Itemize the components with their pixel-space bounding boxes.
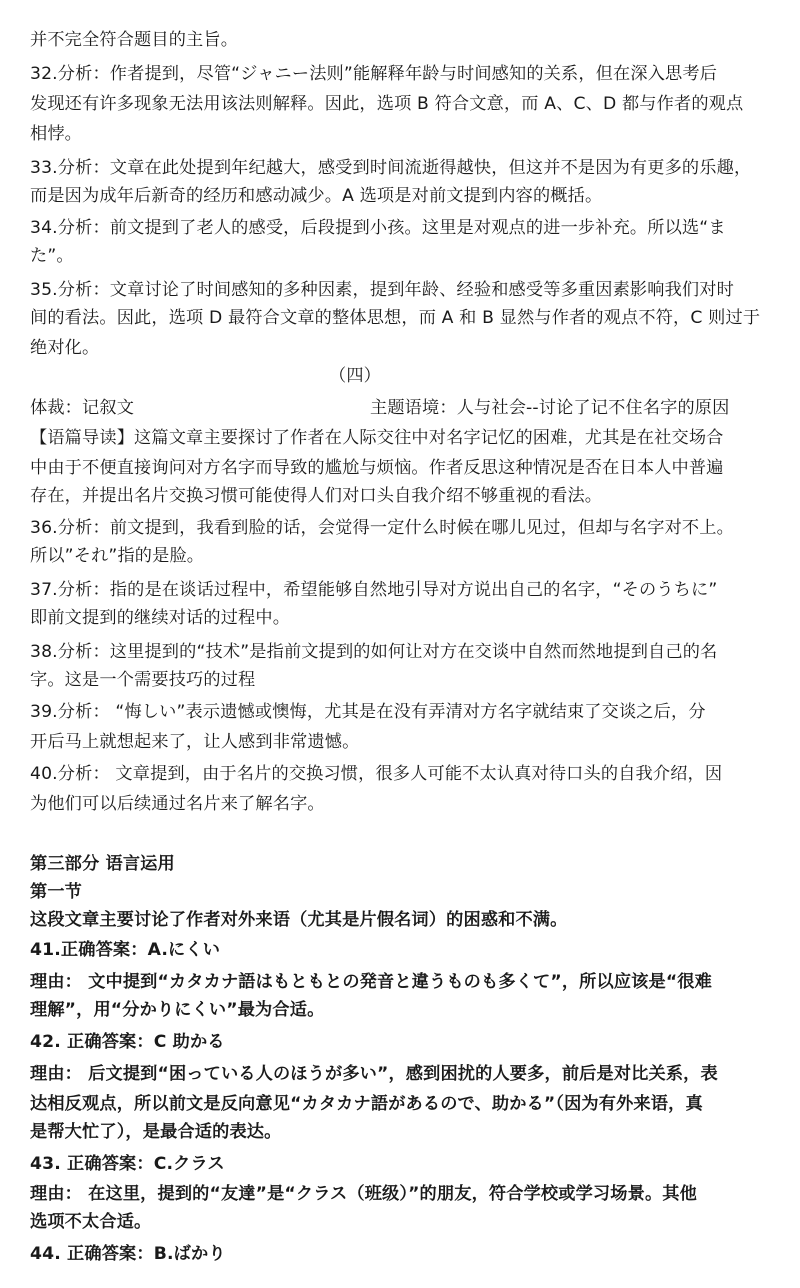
text-line: 32.分析：作者提到，尽管“ジャニー法则”能解释年龄与时间感知的关系，但在深入思考后	[30, 64, 718, 84]
text-line: 39.分析： “悔しい”表示遗憾或懊悔，尤其是在没有弄清对方名字就结束了交谈之后，分	[30, 702, 706, 722]
text-line: 所以”それ”指的是脸。	[30, 546, 205, 566]
text-line: 达相反观点，所以前文是反向意见“カタカナ語があるので、助かる”（因为有外来语，真	[30, 1094, 703, 1114]
text-line: 为他们可以后续通过名片来了解名字。	[30, 794, 325, 814]
text-line: 相悖。	[30, 124, 83, 144]
answer-line: 44. 正确答案：B.ばかり	[30, 1244, 226, 1264]
part-heading: 第三部分 语言运用	[30, 854, 175, 874]
section-heading: （四）	[328, 366, 381, 386]
text-line: 并不完全符合题目的主旨。	[30, 30, 239, 50]
text-line: 间的看法。因此，选项 D 最符合文章的整体思想，而 A 和 B 显然与作者的观点不符，C 则过于	[30, 308, 761, 328]
text-line: 即前文提到的继续对话的过程中。	[30, 608, 291, 628]
text-line: 理由： 文中提到“カタカナ語はもともとの発音と違うものも多くて”，所以应该是“很难	[30, 972, 712, 992]
text-line: 是帮大忙了），是最合适的表达。	[30, 1122, 282, 1142]
text-line: 理由： 后文提到“困っている人のほうが多い”，感到困扰的人要多，前后是对比关系，表	[30, 1064, 718, 1084]
text-line: 开后马上就想起来了，让人感到非常遗憾。	[30, 732, 360, 752]
text-line: 选项不太合适。	[30, 1212, 152, 1232]
section-heading: 第一节	[30, 882, 83, 902]
text-line: 而是因为成年后新奇的经历和感动减少。A 选项是对前文提到内容的概括。	[30, 186, 603, 206]
text-line: 理由： 在这里，提到的“友達”是“クラス（班级）”的朋友，符合学校或学习场景。其他	[30, 1184, 697, 1204]
answer-line: 41.正确答案：A.にくい	[30, 940, 221, 960]
text-line: 38.分析：这里提到的“技术”是指前文提到的如何让对方在交谈中自然而然地提到自己的名	[30, 642, 718, 662]
text-line: 37.分析：指的是在谈话过程中，希望能够自然地引导对方说出自己的名字，“そのうちに”	[30, 580, 718, 600]
genre-label: 体裁：记叙文	[30, 398, 135, 418]
text-line: 35.分析：文章讨论了时间感知的多种因素，提到年龄、经验和感受等多重因素影响我们对时	[30, 280, 734, 300]
text-line: 这段文章主要讨论了作者对外来语（尤其是片假名词）的困惑和不满。	[30, 910, 568, 930]
text-line: 字。这是一个需要技巧的过程	[30, 670, 256, 690]
text-line: 34.分析：前文提到了老人的感受，后段提到小孩。这里是对观点的进一步补充。所以选“ま	[30, 218, 726, 238]
text-line: 理解”，用“分かりにくい”最为合适。	[30, 1000, 325, 1020]
theme-context: 主题语境：人与社会--讨论了记不住名字的原因	[370, 398, 730, 418]
text-line: 存在，并提出名片交换习惯可能使得人们对口头自我介绍不够重视的看法。	[30, 486, 603, 506]
text-line: 【语篇导读】这篇文章主要探讨了作者在人际交往中对名字记忆的困难，尤其是在社交场合	[30, 428, 724, 448]
text-line: 36.分析：前文提到，我看到脸的话，会觉得一定什么时候在哪儿见过，但却与名字对不上。	[30, 518, 734, 538]
text-line: た”。	[30, 246, 74, 266]
text-line: 40.分析： 文章提到，由于名片的交换习惯，很多人可能不太认真对待口头的自我介绍，因	[30, 764, 723, 784]
text-line: 33.分析：文章在此处提到年纪越大，感受到时间流逝得越快，但这并不是因为有更多的乐趣，	[30, 158, 752, 178]
text-line: 绝对化。	[30, 338, 100, 358]
answer-line: 42. 正确答案：C 助かる	[30, 1032, 225, 1052]
answer-line: 43. 正确答案：C.クラス	[30, 1154, 225, 1174]
text-line: 发现还有许多现象无法用该法则解释。因此，选项 B 符合文意，而 A、C、D 都与作者的观点	[30, 94, 744, 114]
text-line: 中由于不便直接询问对方名字而导致的尴尬与烦恼。作者反思这种情况是否在日本人中普遍	[30, 458, 724, 478]
